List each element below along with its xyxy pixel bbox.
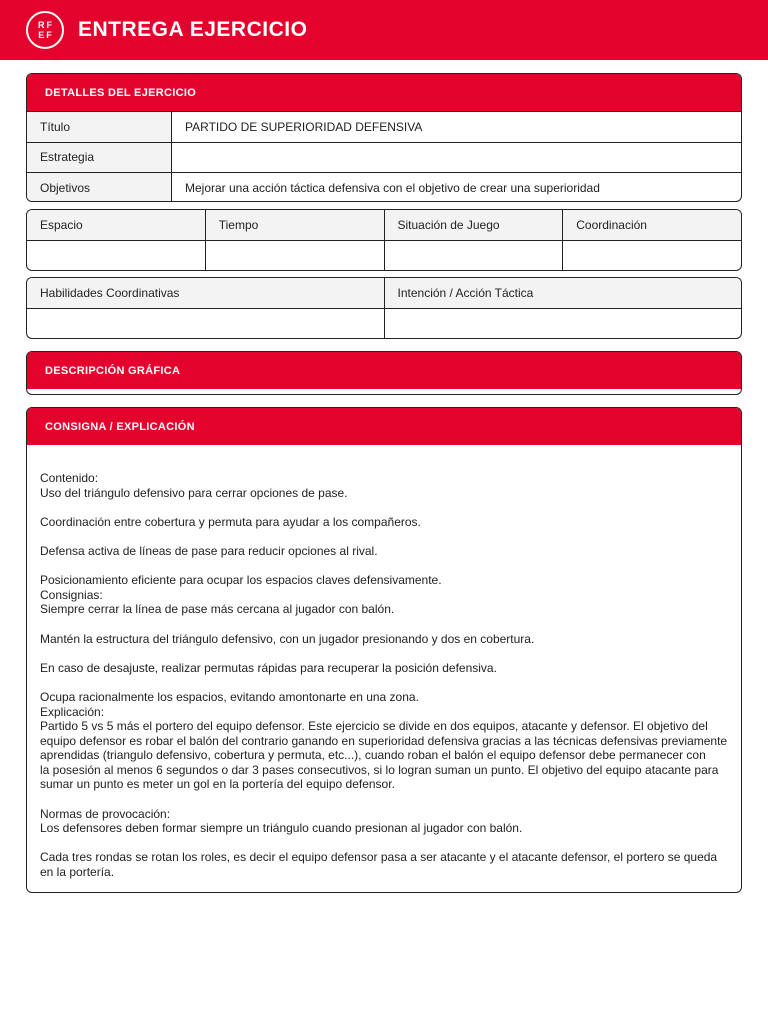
text-line (40, 559, 728, 574)
label: Estrategia (27, 143, 172, 173)
header-situacion: Situación de Juego (384, 210, 563, 240)
grid4-card (26, 209, 742, 271)
rfef-logo (26, 11, 64, 49)
intencion-value[interactable] (384, 309, 742, 339)
text-line (40, 836, 728, 851)
text-line: Defensa activa de líneas de pase para reducir opciones al rival. (40, 543, 378, 558)
text-line: Ocupa racionalmente los espacios, evitando amontonarte en una zona. (40, 689, 419, 704)
grid4-body (27, 240, 741, 271)
text-line: Uso del triángulo defensivo para cerrar opciones de pase. (40, 485, 348, 500)
objetivos-value[interactable]: Mejorar una acción táctica defensiva con el objetivo de crear una superioridad (185, 180, 600, 195)
text-line: sumar un punto es meter un gol en la portería del equipo defensor. (40, 777, 395, 792)
text-line: Explicación: (40, 704, 105, 719)
header-coordinacion: Coordinación (562, 210, 741, 240)
grid4-header (27, 210, 741, 240)
text-line: en la portería. (40, 865, 115, 880)
text-line: En caso de desajuste, realizar permutas rápidas para recuperar la posición defensiva. (40, 660, 497, 675)
text-line (40, 617, 728, 632)
text-line (40, 646, 728, 661)
header-intencion: Intención / Acción Táctica (384, 278, 742, 308)
header-tiempo: Tiempo (205, 210, 384, 240)
text-line: Cada tres rondas se rotan los roles, es decir el equipo defensor pasa a ser atacante y el atacante defensor, el portero se queda (40, 850, 718, 865)
coordinacion-value[interactable] (562, 241, 741, 271)
label: Objetivos (27, 173, 172, 202)
text-line: aprendidas (triangulo defensivo, cobertura y permuta, etc...), cuando roban el balón el equipo defensor debe permanecer con (40, 748, 706, 763)
logo-text-bottom: EF (38, 30, 54, 40)
text-line: Partido 5 vs 5 más el portero del equipo defensor. Este ejercicio se divide en dos equipos, atacante y defensor. El objetivo del (40, 719, 708, 734)
consigna-text (27, 445, 741, 888)
consigna-heading: CONSIGNA / EXPLICACIÓN (27, 408, 741, 445)
text-line: Consignias: (40, 587, 103, 602)
header-bar (0, 0, 768, 60)
consigna-card (26, 407, 742, 893)
text-line: Coordinación entre cobertura y permuta para ayudar a los compañeros. (40, 514, 421, 529)
situacion-value[interactable] (384, 241, 563, 271)
habilidades-value[interactable] (27, 309, 384, 339)
logo-text-top: RF (38, 20, 54, 30)
text-line: Mantén la estructura del triángulo defensivo, con un jugador presionando y dos en cobertura. (40, 631, 535, 646)
grid2-card (26, 277, 742, 339)
descripcion-card (26, 351, 742, 395)
text-line: Normas de provocación: (40, 806, 171, 821)
header-habilidades: Habilidades Coordinativas (27, 278, 384, 308)
text-line: equipo defensor es robar el balón del contrario ganando en superioridad defensiva gracias a las técnicas defensivas previamente (40, 733, 728, 748)
page-title: ENTREGA EJERCICIO (78, 18, 308, 41)
text-line: Los defensores deben formar siempre un triángulo cuando presionan al jugador con balón. (40, 821, 523, 836)
header-espacio: Espacio (27, 210, 205, 240)
detalles-heading: DETALLES DEL EJERCICIO (27, 74, 741, 111)
detalles-card (26, 73, 742, 202)
titulo-value[interactable]: PARTIDO DE SUPERIORIDAD DEFENSIVA (185, 119, 423, 134)
text-line: Contenido: (40, 471, 99, 485)
estrategia-value[interactable] (172, 143, 741, 173)
tiempo-value[interactable] (205, 241, 384, 271)
row-titulo (27, 111, 741, 142)
label: Título (27, 112, 172, 142)
text-line (40, 792, 728, 807)
text-line (40, 529, 728, 544)
text-line (40, 675, 728, 690)
espacio-value[interactable] (27, 241, 205, 271)
grid2-header (27, 278, 741, 308)
text-line: la posesión al menos 6 segundos o dar 3 pases consecutivos, si lo logran suman un punto. El objetivo del equipo atacante para (40, 762, 719, 777)
text-line: Posicionamiento eficiente para ocupar los espacios claves defensivamente. (40, 573, 442, 588)
row-estrategia (27, 142, 741, 173)
row-objetivos (27, 172, 741, 202)
grid2-body (27, 308, 741, 339)
text-line (40, 500, 728, 515)
text-line: Siempre cerrar la línea de pase más cercana al jugador con balón. (40, 602, 395, 617)
descripcion-heading: DESCRIPCIÓN GRÁFICA (27, 352, 741, 389)
